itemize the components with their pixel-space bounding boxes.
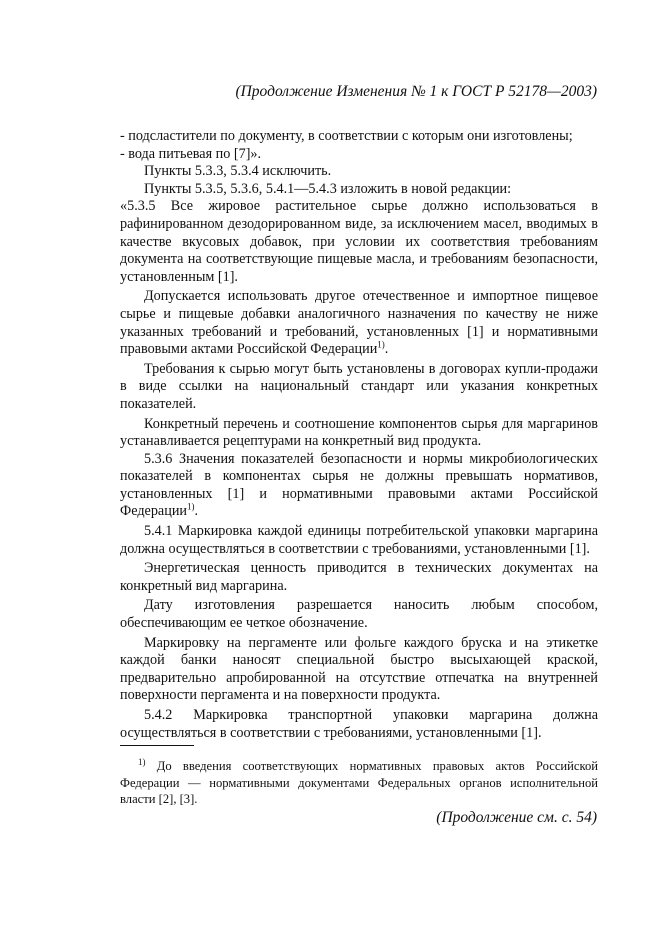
- footnote-divider: [120, 745, 194, 746]
- paragraph: [120, 451, 598, 521]
- paragraph: «5.3.5 Все жировое растительное сырье должно использоваться в рафинированном дезодорированном виде, за исключением масел, вводимых в качестве вкусовых добавок, при условии их соответствия требованиям документа на соответствующие пищевые масла, и требованиям безопасности, установленным [1].: [120, 198, 598, 285]
- paragraph: Пункты 5.3.5, 5.3.6, 5.4.1—5.4.3 изложить в новой редакции:: [144, 180, 512, 197]
- paragraph: 5.4.2 Маркировка транспортной упаковки маргарина должна осуществляться в соответствии с требованиями, установленными [1].: [120, 707, 598, 741]
- paragraph: Энергетическая ценность приводится в технических документах на конкретный вид маргарина.: [120, 560, 598, 594]
- paragraph: - вода питьевая по [7]».: [120, 145, 262, 162]
- footnote-text: До введения соответствующих нормативных правовых актов Российской Федерации — нормативными документами Федеральных органов исполнительной власти [2], [3].: [120, 759, 598, 806]
- footnote-reference: 1): [377, 339, 385, 350]
- paragraph: Пункты 5.3.3, 5.3.4 исключить.: [144, 163, 332, 180]
- page-header: (Продолжение Изменения № 1 к ГОСТ Р 52178—2003): [235, 83, 597, 100]
- footnote: [120, 758, 598, 808]
- paragraph: Маркировку на пергаменте или фольге каждого бруска и на этикетке каждой банки наносят специальной быстро высыхающей краской, предварительно апробированной на отсутствие отпечатка на внутренней поверхности пергамента и на поверхности продукта.: [120, 634, 598, 704]
- paragraph-text: 5.3.6 Значения показателей безопасности и нормы микробиологических показателей в компонентах сырья не должны превышать нормативов, установленных [1] и нормативными правовыми актами Российской Федерации: [120, 450, 598, 520]
- footnote-reference: 1): [187, 501, 195, 512]
- footnote-mark: 1): [138, 756, 146, 767]
- paragraph-tail: .: [384, 341, 389, 358]
- paragraph: Требования к сырью могут быть установлены в договорах купли-продажи в виде ссылки на национальный стандарт или указания конкретных показателей.: [120, 360, 598, 412]
- paragraph-tail: .: [194, 503, 199, 520]
- paragraph: - подсластители по документу, в соответствии с которым они изготовлены;: [120, 128, 573, 144]
- paragraph: [120, 288, 598, 358]
- paragraph: Конкретный перечень и соотношение компонентов сырья для маргаринов устанавливается рецептурами на конкретный вид продукта.: [120, 415, 598, 450]
- paragraph-text: Допускается использовать другое отечественное и импортное пищевое сырье и пищевые добавки аналогичного назначения по качеству не ниже указанных требований и требований, установленных [1] и нормативными правовыми актами Российской Федерации: [120, 288, 598, 358]
- document-body: [120, 128, 598, 742]
- paragraph: Дату изготовления разрешается наносить любым способом, обеспечивающим ее четкое обозначение.: [120, 597, 598, 632]
- paragraph: 5.4.1 Маркировка каждой единицы потребительской упаковки маргарина должна осуществляться в соответствии с требованиями, установленными [1].: [120, 523, 598, 557]
- continuation-note: (Продолжение см. с. 54): [436, 809, 597, 826]
